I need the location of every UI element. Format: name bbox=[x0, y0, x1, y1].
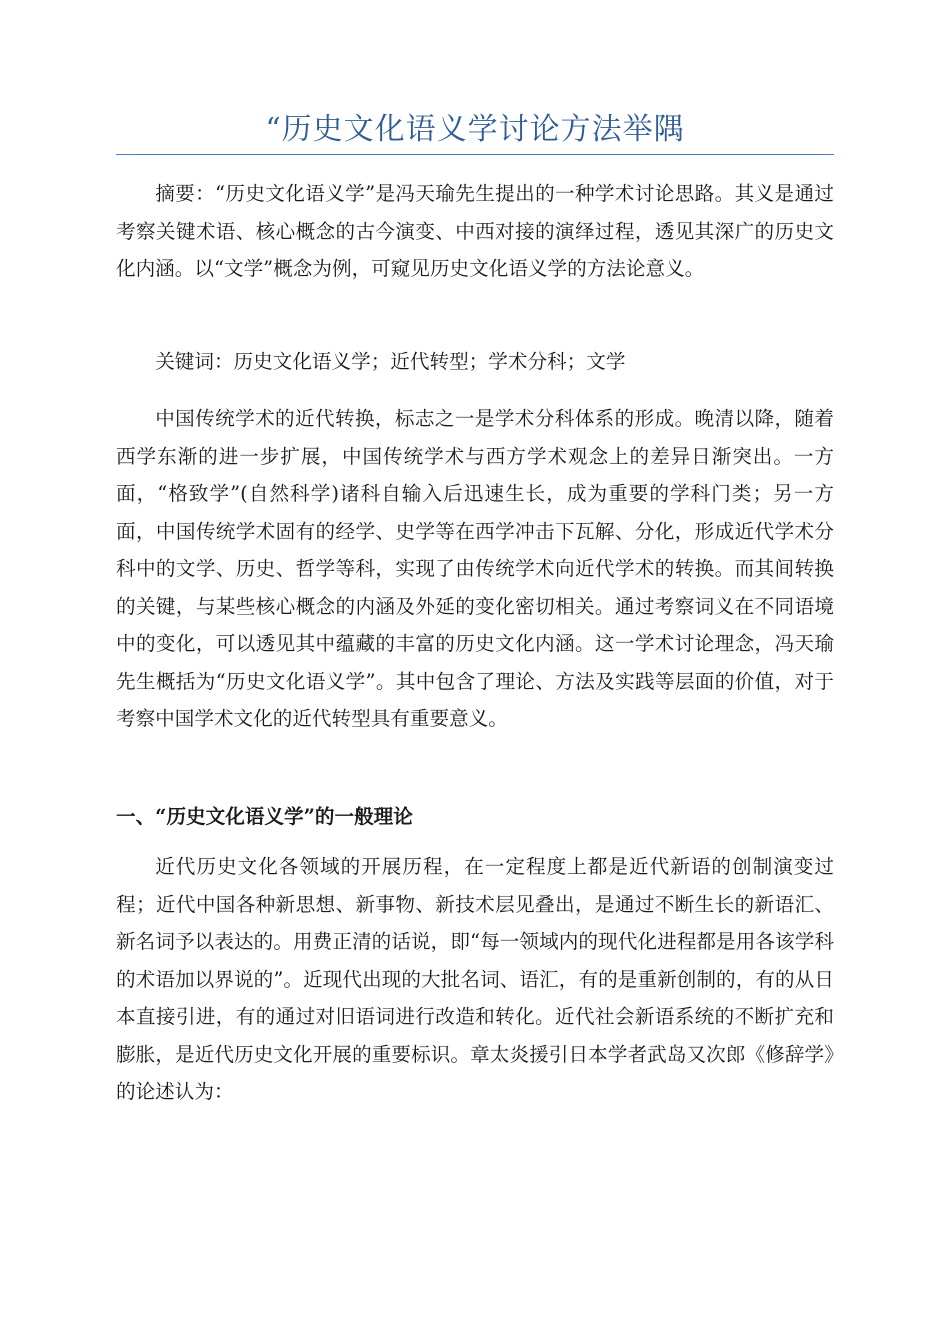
section-paragraph: 近代历史文化各领域的开展历程，在一定程度上都是近代新语的创制演变过程；近代中国各种新思想、新事物、新技术层见叠出，是通过不断生长的新语汇、新名词予以表达的。用费正清的话说，即“每一领域内的现代化进程都是用各该学科的术语加以界说的”。近现代出现的大批名词、语汇，有的是重新创制的，有的从日本直接引进，有的通过对旧语词进行改造和转化。近代社会新语系统的不断扩充和膨胀，是近代历史文化开展的重要标识。章太炎援引日本学者武岛又次郎《修辞学》的论述认为： bbox=[116, 855, 834, 1103]
keywords-paragraph: 关键词：历史文化语义学；近代转型；学术分科；文学 bbox=[155, 350, 626, 373]
abstract-paragraph: 摘要：“历史文化语义学”是冯天瑜先生提出的一种学术讨论思路。其义是通过考察关键术语、核心概念的古今演变、中西对接的演绎过程，透见其深广的历史文化内涵。以“文学”概念为例，可窥见历史文化语义学的方法论意义。 bbox=[116, 182, 834, 280]
section-heading: 一、“历史文化语义学”的一般理论 bbox=[116, 805, 413, 828]
title-underline bbox=[116, 154, 834, 155]
document-title: “历史文化语义学讨论方法举隅 bbox=[265, 112, 685, 147]
intro-paragraph: 中国传统学术的近代转换，标志之一是学术分科体系的形成。晚清以降，随着西学东渐的进一步扩展，中国传统学术与西方学术观念上的差异日渐突出。一方面，“格致学”(自然科学)诸科自输入后迅速生长，成为重要的学科门类；另一方面，中国传统学术固有的经学、史学等在西学冲击下瓦解、分化，形成近代学术分科中的文学、历史、哲学等科，实现了由传统学术向近代学术的转换。而其间转换的关键，与某些核心概念的内涵及外延的变化密切相关。通过考察词义在不同语境中的变化，可以透见其中蕴藏的丰富的历史文化内涵。这一学术讨论理念，冯天瑜先生概括为“历史文化语义学”。其中包含了理论、方法及实践等层面的价值，对于考察中国学术文化的近代转型具有重要意义。 bbox=[116, 407, 834, 730]
